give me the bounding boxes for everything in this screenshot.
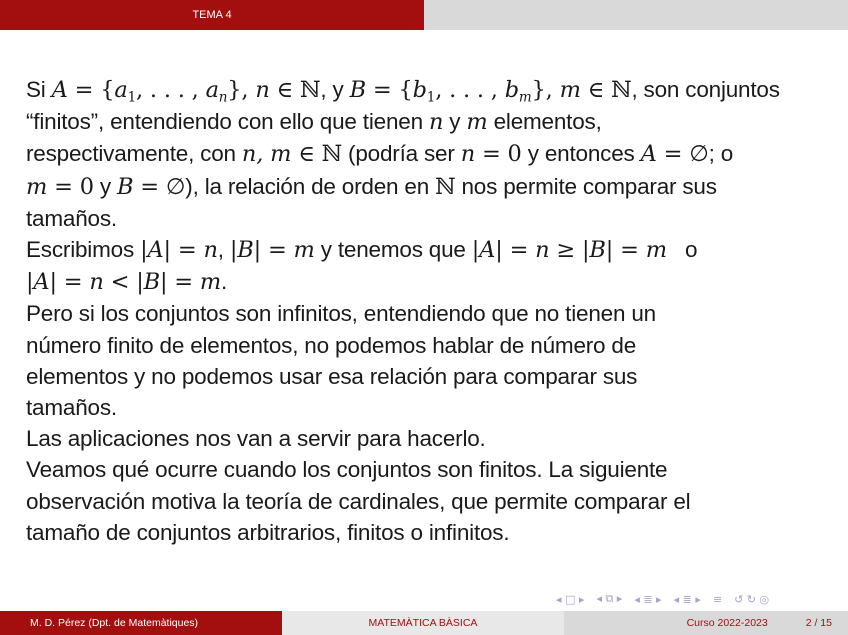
math-operator: , . . . , (435, 77, 505, 103)
math-symbol: B (349, 77, 366, 103)
math-operator: | = (253, 237, 294, 264)
text-line (26, 203, 826, 234)
text-line (26, 138, 826, 170)
math-symbol: A (33, 269, 50, 296)
header-right-bar (424, 0, 848, 30)
math-operator: , . . . , (136, 77, 206, 103)
text-segment: tamaños. (26, 395, 117, 421)
text-segment: , (217, 237, 230, 263)
math-operator: = { (365, 77, 413, 103)
text-line (26, 517, 826, 548)
math-symbol: A (147, 237, 164, 264)
math-symbol: n (460, 141, 475, 168)
math-symbol: n, m (241, 141, 292, 168)
footer-bar (0, 611, 848, 635)
nav-section-icon[interactable]: ◂ ≣ ▸ (634, 592, 662, 606)
footer-page-number: 2 / 15 (805, 617, 832, 629)
math-operator: ∈ ℕ (291, 141, 342, 168)
footer-term: Curso 2022-2023 (686, 617, 768, 629)
math-symbol: a (114, 77, 128, 103)
section-title[interactable]: TEMA 4 (0, 0, 424, 30)
text-line (26, 486, 826, 517)
math-symbol: A (51, 77, 68, 103)
nav-frame-prev-icon[interactable]: ◂ □ ▸ (556, 592, 585, 606)
text-segment: y (443, 109, 467, 135)
text-segment: , y (320, 77, 350, 102)
math-operator: }, (531, 77, 560, 103)
math-operator: = 0 (47, 173, 94, 200)
footer-course-title: MATEMÀTICA BÀSICA (282, 611, 564, 635)
text-segment: y (93, 173, 117, 199)
math-subscript: 1 (127, 89, 137, 106)
text-line (26, 106, 826, 138)
text-segment: ), la relación de orden en (185, 173, 436, 199)
text-segment: nos permite comparar sus (455, 173, 717, 199)
math-symbol: A (479, 237, 496, 264)
text-segment: y entonces (521, 141, 641, 167)
text-segment: Escribimos (26, 237, 141, 263)
math-operator: ≥ | (549, 237, 590, 264)
math-operator: ∈ ℕ (269, 77, 321, 103)
footer-author: M. D. Pérez (Dpt. de Matemàtiques) (0, 611, 282, 635)
math-symbol: m (199, 269, 222, 296)
math-symbol: m (293, 237, 315, 264)
text-segment: tamaños. (26, 205, 117, 231)
math-operator: | (471, 237, 480, 264)
text-segment: , son conjuntos (631, 77, 780, 102)
text-segment: Pero si los conjuntos son infinitos, entendiendo que no tienen un (26, 301, 656, 327)
text-segment: ; o (708, 141, 734, 167)
math-symbol: m (466, 109, 488, 136)
math-symbol: n (428, 109, 444, 136)
nav-align-icon[interactable]: ≡ (712, 592, 723, 606)
math-operator: | (26, 269, 34, 296)
math-symbol: B (237, 237, 254, 264)
nav-search-icon[interactable]: ↺ ↻ ◎ (734, 592, 770, 606)
math-symbol: n (89, 269, 104, 296)
text-segment: . (221, 269, 228, 295)
text-segment: (podría ser (342, 141, 461, 167)
math-operator: | (229, 237, 238, 264)
math-subscript: n (218, 89, 228, 106)
header-bar (0, 0, 848, 30)
math-subscript: m (518, 89, 532, 106)
text-segment: y tenemos que (314, 237, 472, 263)
math-operator: ℕ (435, 173, 456, 200)
math-symbol: B (143, 269, 160, 296)
text-line (26, 266, 826, 298)
math-symbol: m (645, 237, 667, 264)
math-operator: | = (49, 269, 90, 296)
math-operator: = ∅ (133, 173, 186, 200)
math-operator: ∈ ℕ (580, 77, 632, 103)
nav-slide-icon[interactable]: ◂ ≣ ▸ (673, 592, 701, 606)
text-segment: elementos, (487, 109, 602, 135)
math-subscript: 1 (426, 89, 436, 106)
math-symbol: b (412, 77, 427, 103)
text-line (26, 423, 826, 454)
math-symbol: n (203, 237, 218, 264)
text-segment: “finitos”, entendiendo con ello que tienen (26, 109, 429, 135)
math-operator: | (140, 237, 148, 264)
text-segment: o (666, 237, 698, 263)
text-segment: tamaño de conjuntos arbitrarios, finitos o infinitos. (26, 519, 510, 545)
text-line (26, 74, 826, 106)
text-segment: número finito de elementos, no podemos hablar de número de (26, 332, 637, 358)
math-operator: | = (495, 237, 536, 264)
text-segment: Las aplicaciones nos van a servir para hacerlo. (26, 426, 486, 452)
text-line (26, 298, 826, 329)
math-symbol: m (559, 77, 581, 103)
beamer-navigation (556, 590, 840, 608)
math-operator: | = (605, 237, 646, 264)
math-symbol: B (116, 173, 134, 200)
text-line (26, 234, 826, 266)
text-line (26, 361, 826, 392)
math-symbol: A (640, 141, 657, 168)
math-operator: | = (159, 269, 200, 296)
math-symbol: n (535, 237, 550, 264)
math-operator: }, (227, 77, 256, 103)
text-segment: observación motiva la teoría de cardinales, que permite comparar el (26, 488, 691, 514)
math-operator: = 0 (475, 141, 522, 168)
text-segment: respectivamente, con (26, 141, 242, 167)
math-symbol: b (504, 77, 519, 103)
math-operator: | = (163, 237, 204, 264)
math-symbol: m (26, 173, 48, 200)
text-segment: elementos y no podemos usar esa relación para comparar sus (26, 363, 638, 389)
math-operator: = ∅ (656, 141, 709, 168)
text-line (26, 171, 826, 203)
footer-right (564, 611, 848, 635)
text-segment: Veamos qué ocurre cuando los conjuntos son finitos. La siguiente (26, 457, 668, 483)
text-line (26, 330, 826, 361)
text-line (26, 454, 826, 485)
nav-subsection-icon[interactable]: ◂ ⧉ ▸ (596, 592, 623, 605)
math-operator: = { (67, 77, 115, 103)
text-line (26, 392, 826, 423)
text-segment: Si (26, 77, 52, 102)
math-symbol: a (205, 77, 219, 103)
slide-body (26, 74, 826, 548)
math-symbol: n (255, 77, 270, 103)
math-symbol: B (589, 237, 606, 264)
math-operator: < | (103, 269, 144, 296)
